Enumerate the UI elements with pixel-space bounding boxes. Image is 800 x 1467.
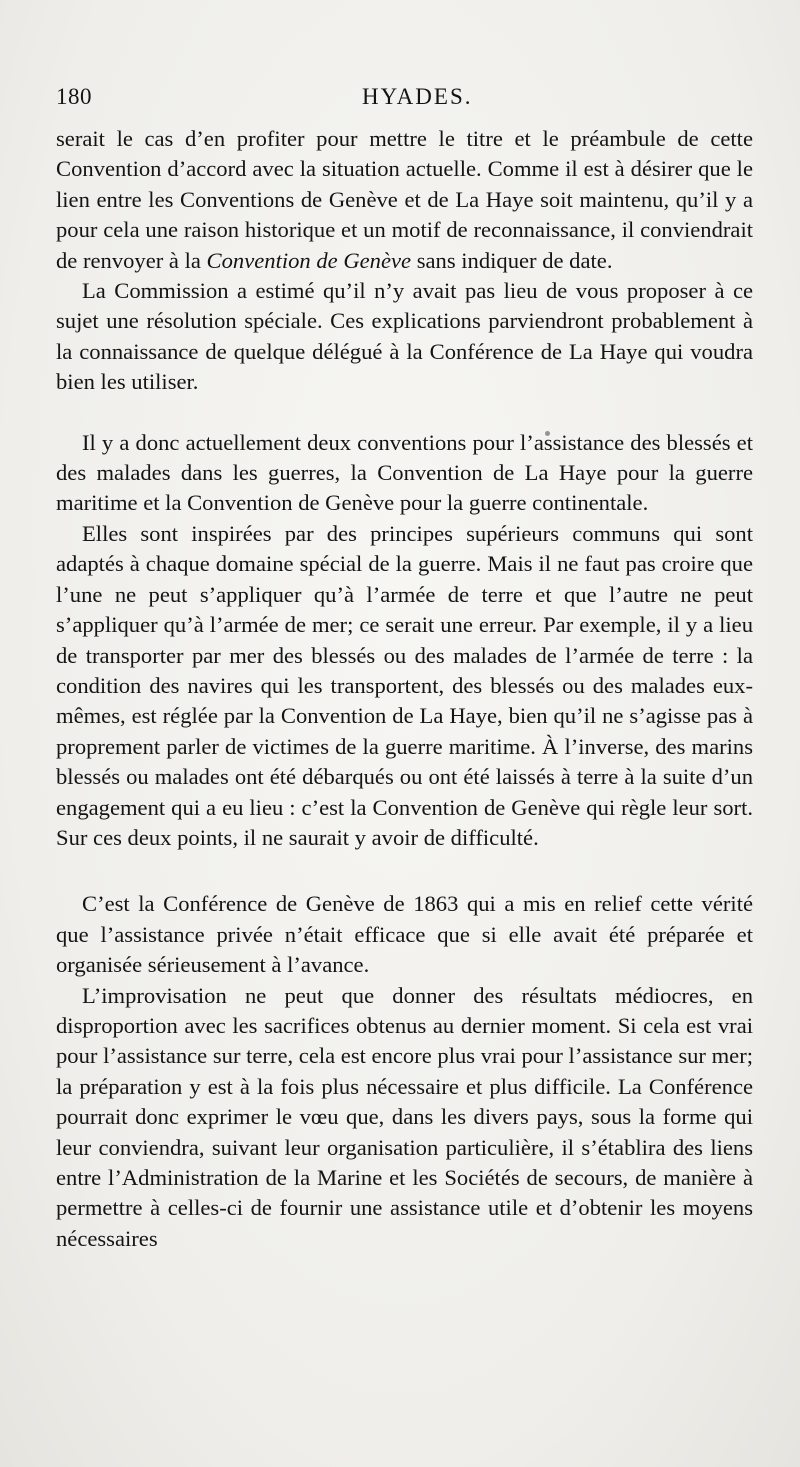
paragraph-deux-conventions: Il y a donc actuellement deux conventions pour l’assistance des blessés et des malades dans les guerres, la Convention de La Haye pour la guerre maritime et la Convention de Genève pour la guerre continentale. (56, 429, 753, 516)
page-header (56, 84, 756, 114)
paragraph-continuation: serait le cas d’en profiter pour mettre le titre et le préambule de cette Convention d’accord avec la situation actuelle. Comme il est à désirer que le lien entre les Conventions de Genève et de La Haye soit maintenu, qu’il y a pour cela une raison historique et un motif de reconnaissance, il conviendrait de renvoyer à la Convention de Genève sans indiquer de date. (56, 126, 753, 273)
paragraph-principes: Elles sont inspirées par des principes supérieurs communs qui sont adaptés à chaque domaine spécial de la guerre. Mais il ne faut pas croire que l’une ne peut s’appliquer qu’à l’armée de terre et que l’autre ne peut s’appliquer qu’à l’armée de mer; ce serait une erreur. Par exemple, il y a lieu de transporter par mer des blessés ou des malades de l’armée de terre : la condition des navires qui les transportent, des blessés ou des malades eux-mêmes, est réglée par la Convention de La Haye, bien qu’il ne s’agisse pas à proprement parler de victimes de la guerre maritime. À l’inverse, des marins blessés ou malades ont été débarqués ou ont été laissés à terre à la suite d’un engagement qui a eu lieu : c’est la Convention de Genève qui règle leur sort. Sur ces deux points, il ne saurait y avoir de difficulté. (56, 520, 753, 850)
emphasis-convention-geneve: Convention de Genève (206, 247, 412, 273)
running-title: HYADES. (362, 84, 473, 109)
paragraph-commission: La Commission a estimé qu’il n’y avait pas lieu de vous proposer à ce sujet une résolution spéciale. Ces explications parviendront probablement à la connaissance de quelque délégué à la Conférence de La Haye qui voudra bien les utiliser. (56, 278, 753, 395)
paragraph-conference-1863: C’est la Conférence de Genève de 1863 qui a mis en relief cette vérité que l’assistance privée n’était efficace que si elle avait été préparée et organisée sérieusement à l’avance. (56, 891, 753, 978)
page-number: 180 (56, 84, 92, 109)
body-text (56, 124, 753, 1254)
paragraph-improvisation: L’improvisation ne peut que donner des résultats médiocres, en disproportion avec les sacrifices obtenus au dernier moment. Si cela est vrai pour l’assistance sur terre, cela est encore plus vrai pour l’assistance sur mer; la préparation y est à la fois plus nécessaire et plus difficile. La Conférence pourrait donc exprimer le vœu que, dans les divers pays, sous la forme qui leur conviendra, suivant leur organisation particulière, il s’établira des liens entre l’Administration de la Marine et les Sociétés de secours, de manière à permettre à celles-ci de fournir une assistance utile et d’obtenir les moyens nécessaires (56, 982, 754, 1251)
